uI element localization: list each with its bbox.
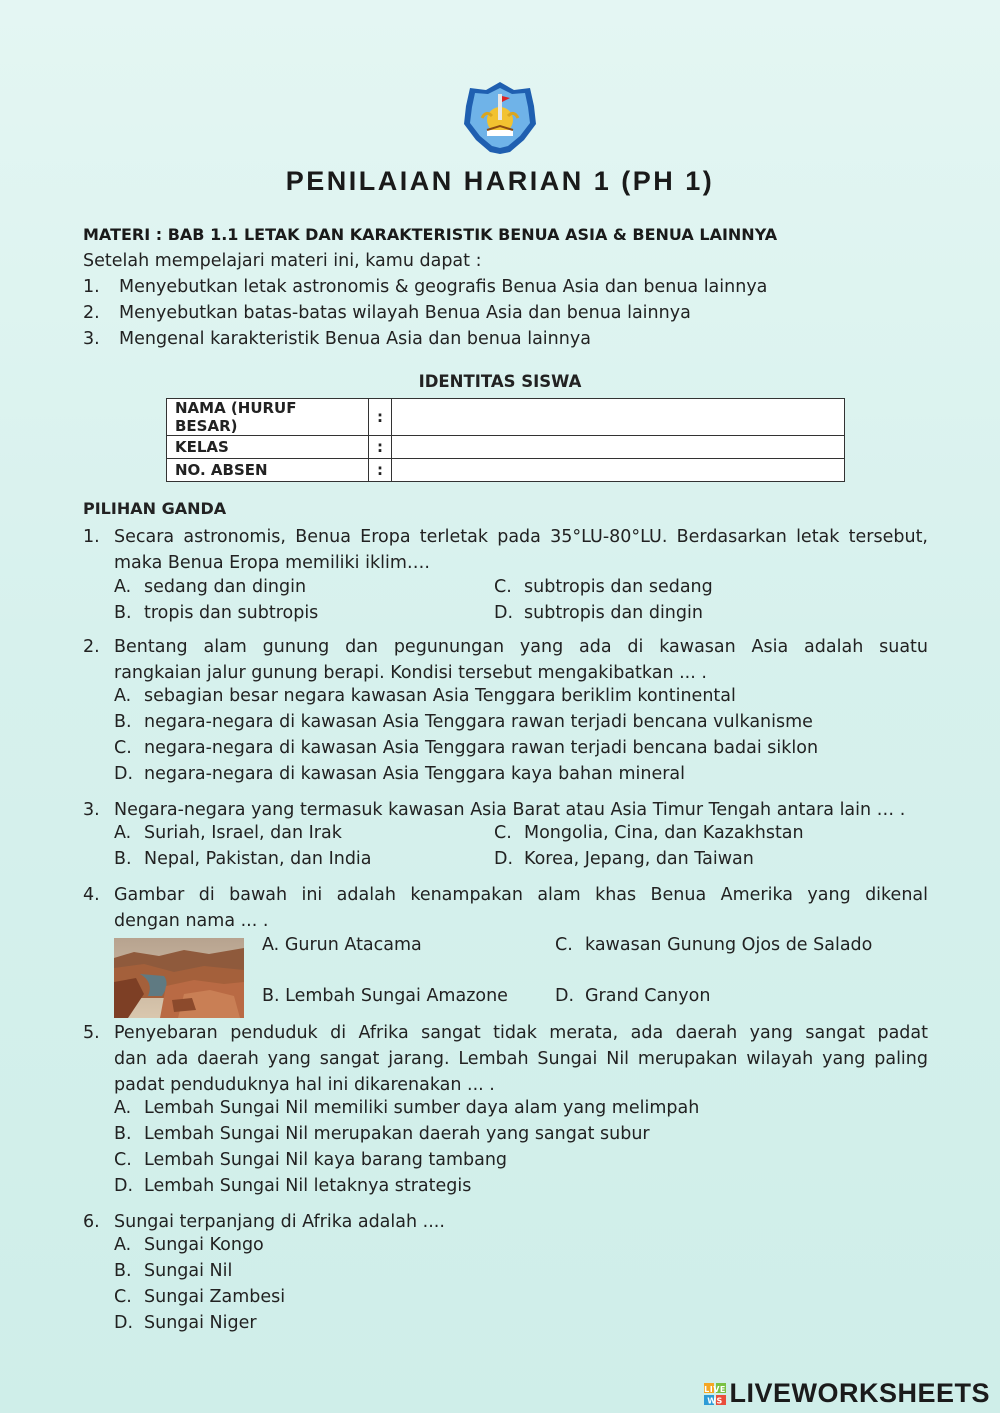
objective-number: 1. [83, 277, 100, 297]
objective-number: 2. [83, 303, 100, 323]
objective-text: Menyebutkan letak astronomis & geografis Benua Asia dan benua lainnya [119, 277, 768, 297]
objective-item [83, 329, 591, 349]
question-3 [83, 797, 928, 823]
question-text-line: Secara astronomis, Benua Eropa terletak pada 35°LU-80°LU. Berdasarkan letak tersebut, [114, 527, 928, 547]
identity-row-nama [167, 399, 845, 436]
option-letter: C. [114, 1150, 132, 1170]
absen-input[interactable] [392, 459, 845, 482]
option-text: Lembah Sungai Nil kaya barang tambang [144, 1150, 508, 1170]
identity-row-absen [167, 459, 845, 482]
identity-colon: : [369, 399, 392, 436]
option-4a[interactable] [262, 935, 422, 955]
option-text: negara-negara di kawasan Asia Tenggara rawan terjadi bencana vulkanisme [144, 712, 813, 732]
section-title: PILIHAN GANDA [83, 499, 227, 518]
option-text: Lembah Sungai Nil memiliki sumber daya alam yang melimpah [144, 1098, 700, 1118]
materi-heading: MATERI : BAB 1.1 LETAK DAN KARAKTERISTIK BENUA ASIA & BENUA LAINNYA [83, 225, 778, 244]
option-letter: A. [262, 935, 280, 955]
badge-top-text: LIVE [704, 1384, 727, 1394]
question-text-line: Penyebaran penduduk di Afrika sangat tidak merata, ada daerah yang sangat padat [114, 1023, 928, 1043]
option-text: sebagian besar negara kawasan Asia Tenggara beriklim kontinental [144, 686, 736, 706]
option-text: sedang dan dingin [144, 577, 307, 597]
option-text: Suriah, Israel, dan Irak [144, 823, 342, 843]
question-number: 6. [83, 1212, 100, 1232]
question-number: 5. [83, 1023, 100, 1043]
option-5b[interactable] [114, 1124, 650, 1144]
option-letter: A. [114, 577, 132, 597]
option-5d[interactable] [114, 1176, 471, 1196]
objective-number: 3. [83, 329, 100, 349]
option-letter: A. [114, 686, 132, 706]
option-letter: D. [494, 603, 514, 623]
question-text-line: Negara-negara yang termasuk kawasan Asia Barat atau Asia Timur Tengah antara lain … . [114, 800, 906, 820]
question-number: 3. [83, 800, 100, 820]
option-letter: D. [114, 1313, 134, 1333]
option-letter: D. [114, 764, 134, 784]
option-text: Sungai Niger [144, 1313, 257, 1333]
option-letter: A. [114, 1098, 132, 1118]
option-letter: C. [555, 935, 573, 955]
intro-text: Setelah mempelajari materi ini, kamu dapat : [83, 251, 482, 271]
question-text-line: maka Benua Eropa memiliki iklim…. [114, 553, 430, 573]
option-letter: B. [114, 1261, 132, 1281]
option-letter: D. [114, 1176, 134, 1196]
nama-input[interactable] [392, 399, 845, 436]
canyon-photo [114, 938, 244, 1018]
badge-bottom-text: WS [707, 1396, 724, 1405]
option-6d[interactable] [114, 1313, 257, 1333]
question-6 [83, 1209, 928, 1235]
option-2d[interactable] [114, 764, 685, 784]
option-letter: C. [114, 738, 132, 758]
option-4b[interactable] [262, 986, 508, 1006]
option-letter: B. [262, 986, 280, 1006]
option-4c[interactable] [555, 935, 872, 955]
question-text-line: Sungai terpanjang di Afrika adalah .... [114, 1212, 445, 1232]
option-letter: A. [114, 1235, 132, 1255]
identity-table [166, 398, 845, 482]
question-number: 4. [83, 885, 100, 905]
option-6c[interactable] [114, 1287, 285, 1307]
option-text: kawasan Gunung Ojos de Salado [585, 935, 873, 955]
option-3b[interactable] [114, 849, 372, 869]
option-text: negara-negara di kawasan Asia Tenggara rawan terjadi bencana badai siklon [144, 738, 819, 758]
option-text: tropis dan subtropis [144, 603, 319, 623]
question-2 [83, 634, 928, 686]
option-3d[interactable] [494, 849, 754, 869]
option-6a[interactable] [114, 1235, 264, 1255]
identity-row-kelas [167, 436, 845, 459]
question-4 [83, 882, 928, 934]
question-text-line: dan ada daerah yang sangat jarang. Lembah Sungai Nil merupakan wilayah yang paling [114, 1049, 928, 1069]
option-letter: B. [114, 712, 132, 732]
question-number: 1. [83, 527, 100, 547]
option-letter: D. [555, 986, 575, 1006]
kelas-input[interactable] [392, 436, 845, 459]
option-text: Lembah Sungai Amazone [285, 986, 508, 1006]
option-2b[interactable] [114, 712, 813, 732]
option-1c[interactable] [494, 577, 713, 597]
liveworksheets-brand[interactable] [704, 1378, 990, 1409]
option-text: Korea, Jepang, dan Taiwan [524, 849, 754, 869]
option-letter: D. [494, 849, 514, 869]
option-5c[interactable] [114, 1150, 507, 1170]
option-letter: B. [114, 849, 132, 869]
question-1 [83, 524, 928, 576]
option-text: Nepal, Pakistan, dan India [144, 849, 372, 869]
question-number: 2. [83, 637, 100, 657]
question-text-line: Bentang alam gunung dan pegunungan yang ada di kawasan Asia adalah suatu [114, 637, 928, 657]
option-letter: C. [114, 1287, 132, 1307]
tut-wuri-handayani-logo [462, 80, 538, 156]
option-letter: C. [494, 577, 512, 597]
option-6b[interactable] [114, 1261, 232, 1281]
option-1d[interactable] [494, 603, 703, 623]
option-text: Lembah Sungai Nil merupakan daerah yang sangat subur [144, 1124, 650, 1144]
question-5 [83, 1020, 928, 1098]
option-4d[interactable] [555, 986, 710, 1006]
page-title: PENILAIAN HARIAN 1 (PH 1) [285, 166, 715, 196]
question-text-line: rangkaian jalur gunung berapi. Kondisi tersebut mengakibatkan ... . [114, 663, 707, 683]
option-text: Sungai Kongo [144, 1235, 264, 1255]
option-letter: C. [494, 823, 512, 843]
option-text: Sungai Zambesi [144, 1287, 286, 1307]
question-text-line: padat penduduknya hal ini dikarenakan ... . [114, 1075, 495, 1095]
option-text: Sungai Nil [144, 1261, 233, 1281]
option-2a[interactable] [114, 686, 736, 706]
option-letter: B. [114, 603, 132, 623]
option-2c[interactable] [114, 738, 818, 758]
objective-item [83, 303, 691, 323]
option-3a[interactable] [114, 823, 342, 843]
question-text-line: Gambar di bawah ini adalah kenampakan alam khas Benua Amerika yang dikenal [114, 885, 928, 905]
option-text: Lembah Sungai Nil letaknya strategis [144, 1176, 472, 1196]
option-5a[interactable] [114, 1098, 699, 1118]
objective-text: Mengenal karakteristik Benua Asia dan benua lainnya [119, 329, 591, 349]
option-letter: A. [114, 823, 132, 843]
option-text: subtropis dan dingin [524, 603, 703, 623]
option-text: negara-negara di kawasan Asia Tenggara kaya bahan mineral [144, 764, 685, 784]
identity-colon: : [369, 436, 392, 459]
option-1a[interactable] [114, 577, 306, 597]
identity-label: NAMA (HURUF BESAR) [167, 399, 369, 436]
option-1b[interactable] [114, 603, 318, 623]
objective-text: Menyebutkan batas-batas wilayah Benua Asia dan benua lainnya [119, 303, 691, 323]
identity-colon: : [369, 459, 392, 482]
option-text: subtropis dan sedang [524, 577, 713, 597]
question-text-line: dengan nama ... . [114, 911, 269, 931]
option-text: Mongolia, Cina, dan Kazakhstan [524, 823, 804, 843]
identity-label: NO. ABSEN [167, 459, 369, 482]
option-text: Grand Canyon [585, 986, 711, 1006]
option-text: Gurun Atacama [284, 935, 422, 955]
option-3c[interactable] [494, 823, 804, 843]
objective-item [83, 277, 767, 297]
brand-name: LIVEWORKSHEETS [729, 1378, 990, 1408]
identity-title: IDENTITAS SISWA [418, 372, 582, 391]
identity-label: KELAS [167, 436, 369, 459]
option-letter: B. [114, 1124, 132, 1144]
liveworksheets-logo-icon [704, 1383, 726, 1405]
